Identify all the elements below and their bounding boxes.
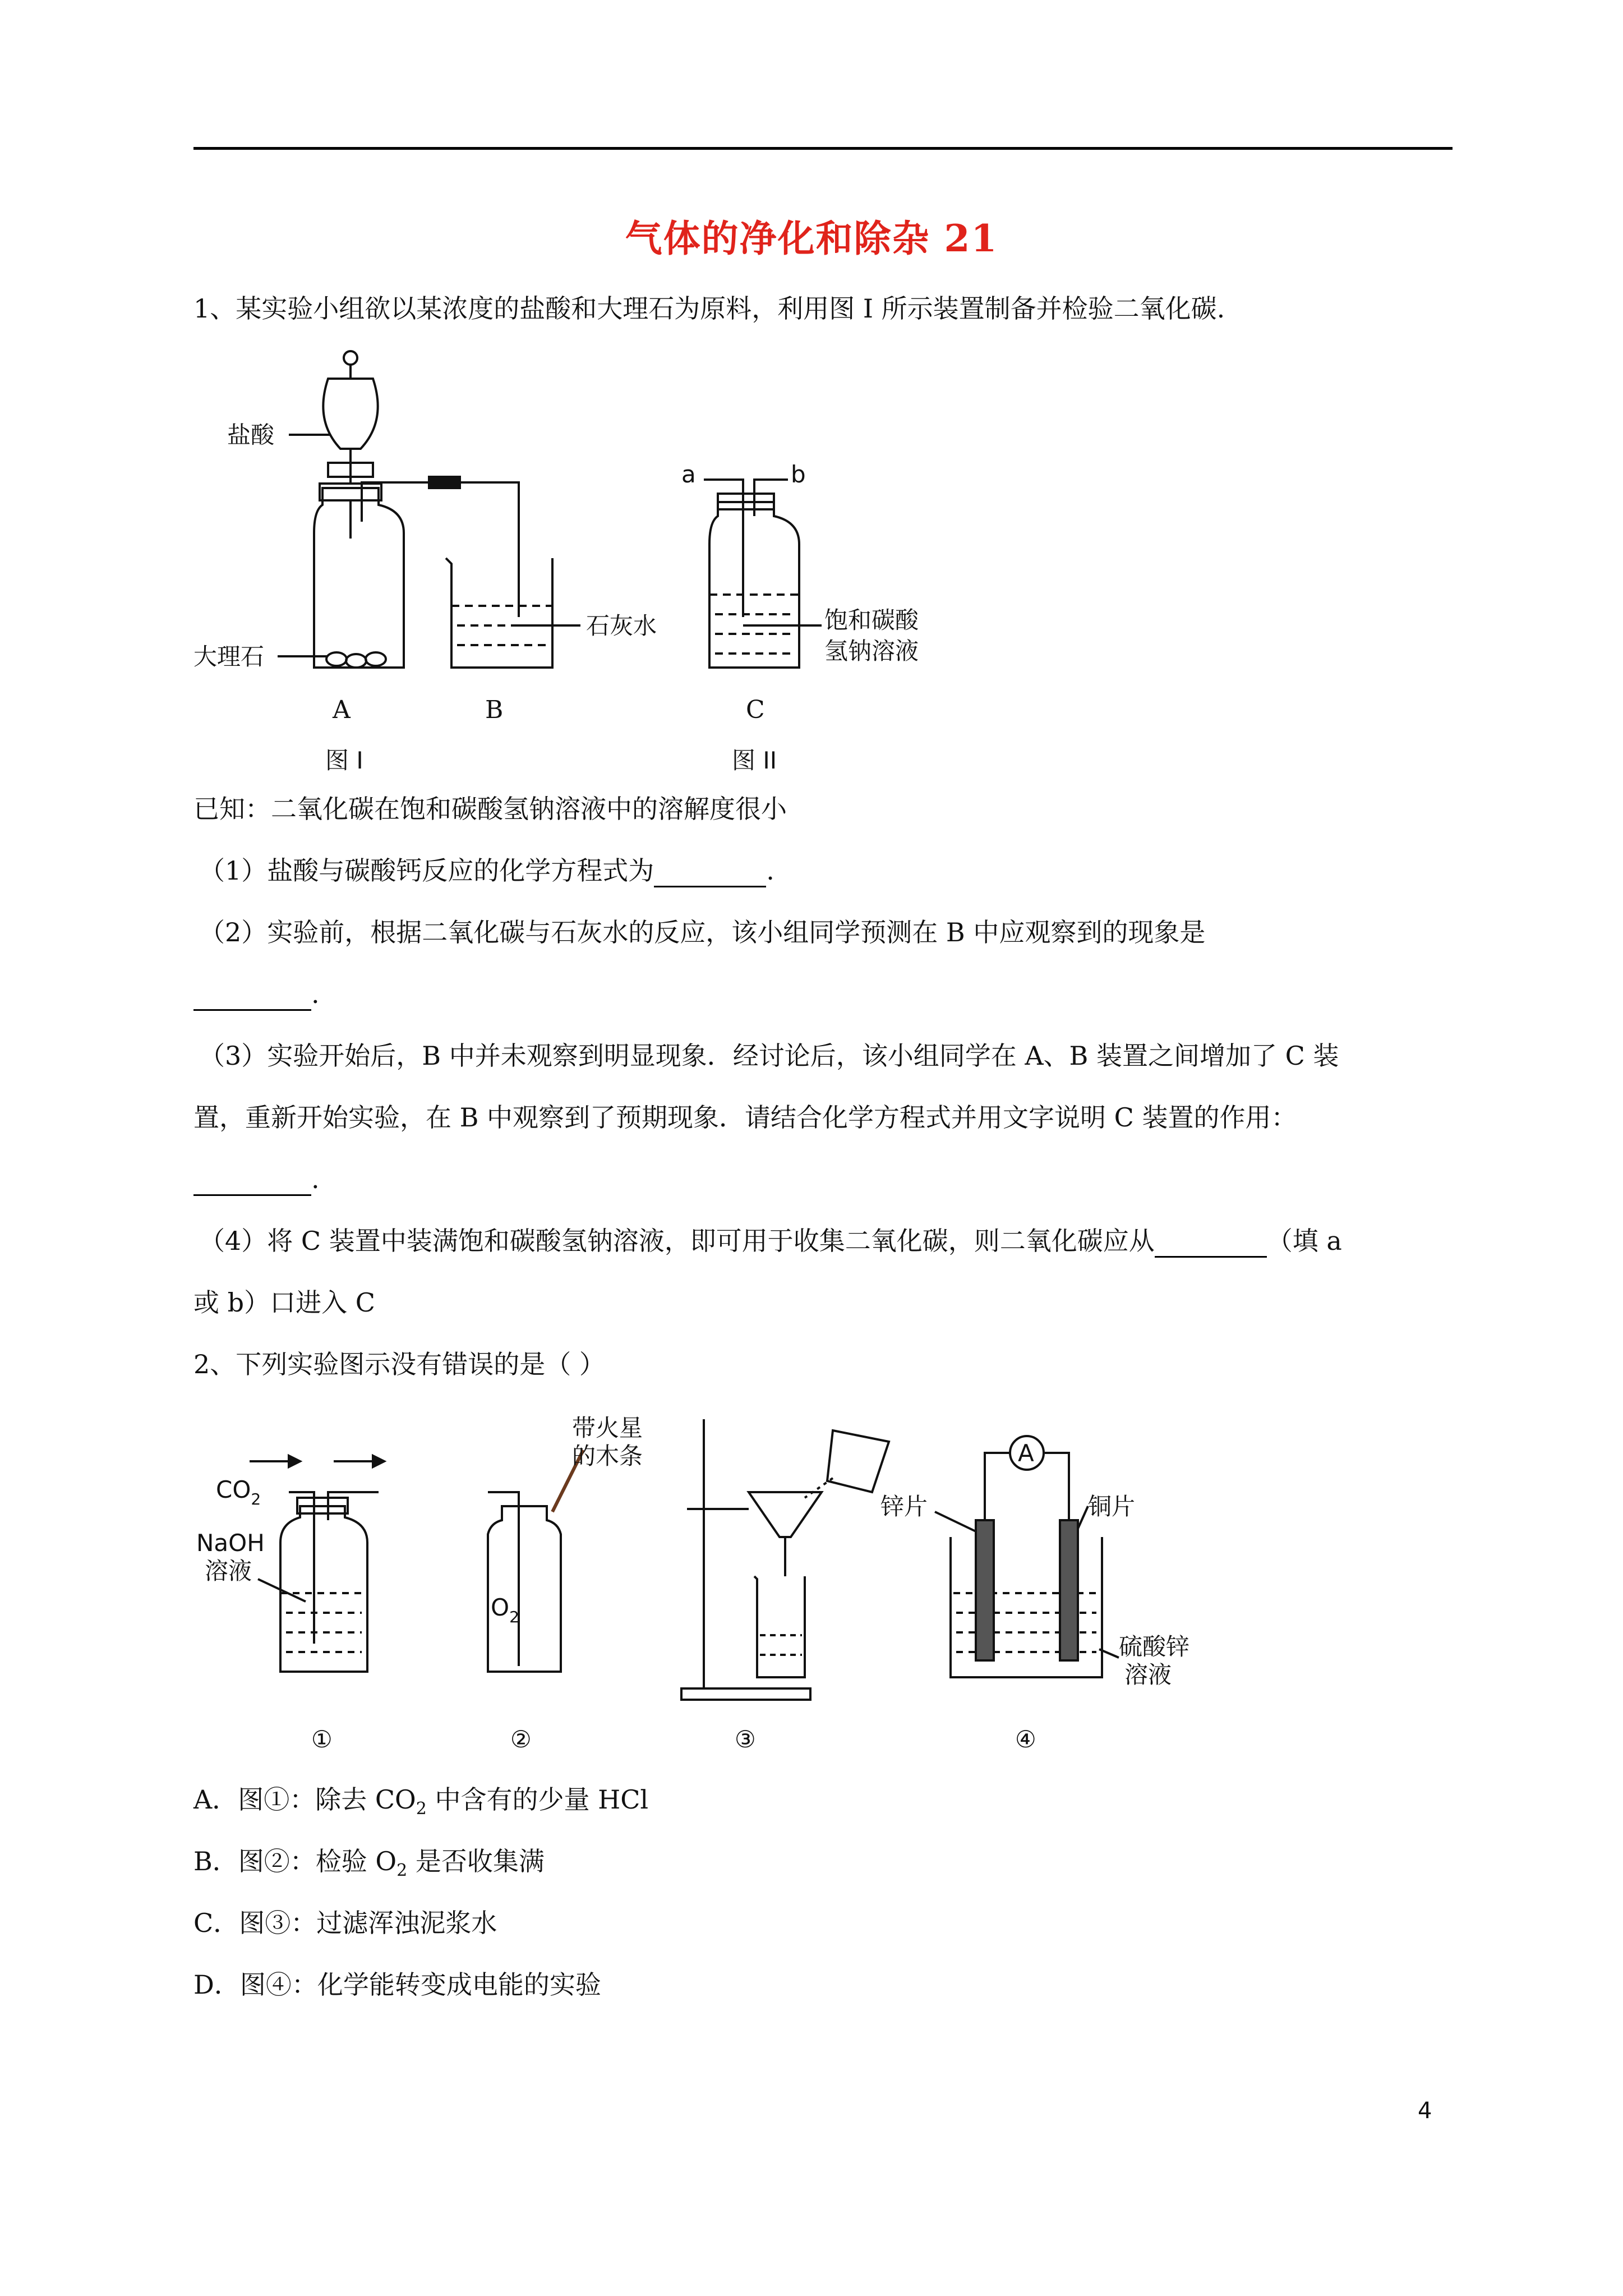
header-rule [193,147,1453,150]
label-n1: ① [311,1726,333,1753]
label-B: B [485,696,504,724]
page-title: 气体的净化和除杂 21 [625,217,998,260]
q1-part4-line1: （4）将 C 装置中装满饱和碳酸氢钠溶液，即可用于收集二氧化碳，则二氧化碳应从 （填 a [199,1224,1342,1258]
q2-stem: 2、下列实验图示没有错误的是（ ） [193,1349,605,1379]
label-naoh-1: NaOH [196,1529,265,1557]
q1-part2-line2: . [193,977,320,1011]
q1-part1: （1）盐酸与碳酸钙反应的化学方程式为 . [199,854,774,887]
label-zn: 锌片 [880,1493,928,1520]
label-A: A [333,696,351,724]
label-o2: $O_2$ [491,1594,519,1626]
q1-part3-line2: 置，重新开始实验，在 B 中观察到了预期现象．请结合化学方程式并用文字说明 C 装置的作用： [193,1102,1297,1133]
label-a: a [681,461,696,488]
label-marble: 大理石 [193,643,265,670]
q1-stem: 1、某实验小组欲以某浓度的盐酸和大理石为原料，利用图 I 所示装置制备并检验二氧化碳. [193,293,1225,324]
q1-part3-line3: . [193,1162,320,1196]
label-b: b [791,461,806,488]
label-co2: $CO_2$ [216,1476,261,1508]
answer-blank-4[interactable] [1155,1229,1267,1258]
label-nahco3-2: 氢钠溶液 [824,637,919,665]
label-hcl: 盐酸 [227,421,275,449]
answer-blank-3[interactable] [193,1167,311,1196]
answer-blank-2[interactable] [193,982,311,1011]
q1-figure [193,337,990,785]
label-fig1: 图 I [325,747,363,774]
label-splint-2: 的木条 [572,1442,643,1470]
page-number: 4 [1418,2098,1432,2124]
label-splint-1: 带火星 [572,1414,643,1442]
label-nahco3-1: 饱和碳酸 [824,606,919,634]
label-n2: ② [510,1726,532,1753]
q2-option-b[interactable]: B．图②：检验 $O_2$ 是否收集满 [193,1846,545,1881]
label-znso4-1: 硫酸锌 [1119,1633,1190,1660]
label-fig2: 图 II [732,747,777,774]
q2-figure [193,1408,1231,1767]
label-znso4-2: 溶液 [1124,1661,1172,1688]
q1-part3-line1: （3）实验开始后，B 中并未观察到明显现象．经讨论后，该小组同学在 A、B 装置之间增加了 C 装 [199,1041,1339,1071]
q1-known: 已知：二氧化碳在饱和碳酸氢钠溶液中的溶解度很小 [193,794,787,824]
q1-part2-line1: （2）实验前，根据二氧化碳与石灰水的反应，该小组同学预测在 B 中应观察到的现象是 [199,917,1206,947]
answer-blank-1[interactable] [654,859,766,887]
label-limewater: 石灰水 [586,612,657,639]
label-cu: 铜片 [1088,1493,1136,1520]
label-n3: ③ [735,1726,756,1753]
q2-option-d[interactable]: D．图④：化学能转变成电能的实验 [193,1970,601,2000]
q2-option-c[interactable]: C．图③：过滤浑浊泥浆水 [193,1908,497,1938]
label-C: C [746,696,765,724]
label-n4: ④ [1015,1726,1036,1753]
label-ammeter: A [1018,1439,1034,1467]
q1-part4-line2: 或 b）口进入 C [193,1287,375,1318]
q2-option-a[interactable]: A．图①：除去 $CO_2$ 中含有的少量 HCl [193,1784,649,1819]
label-naoh-2: 溶液 [205,1557,252,1585]
